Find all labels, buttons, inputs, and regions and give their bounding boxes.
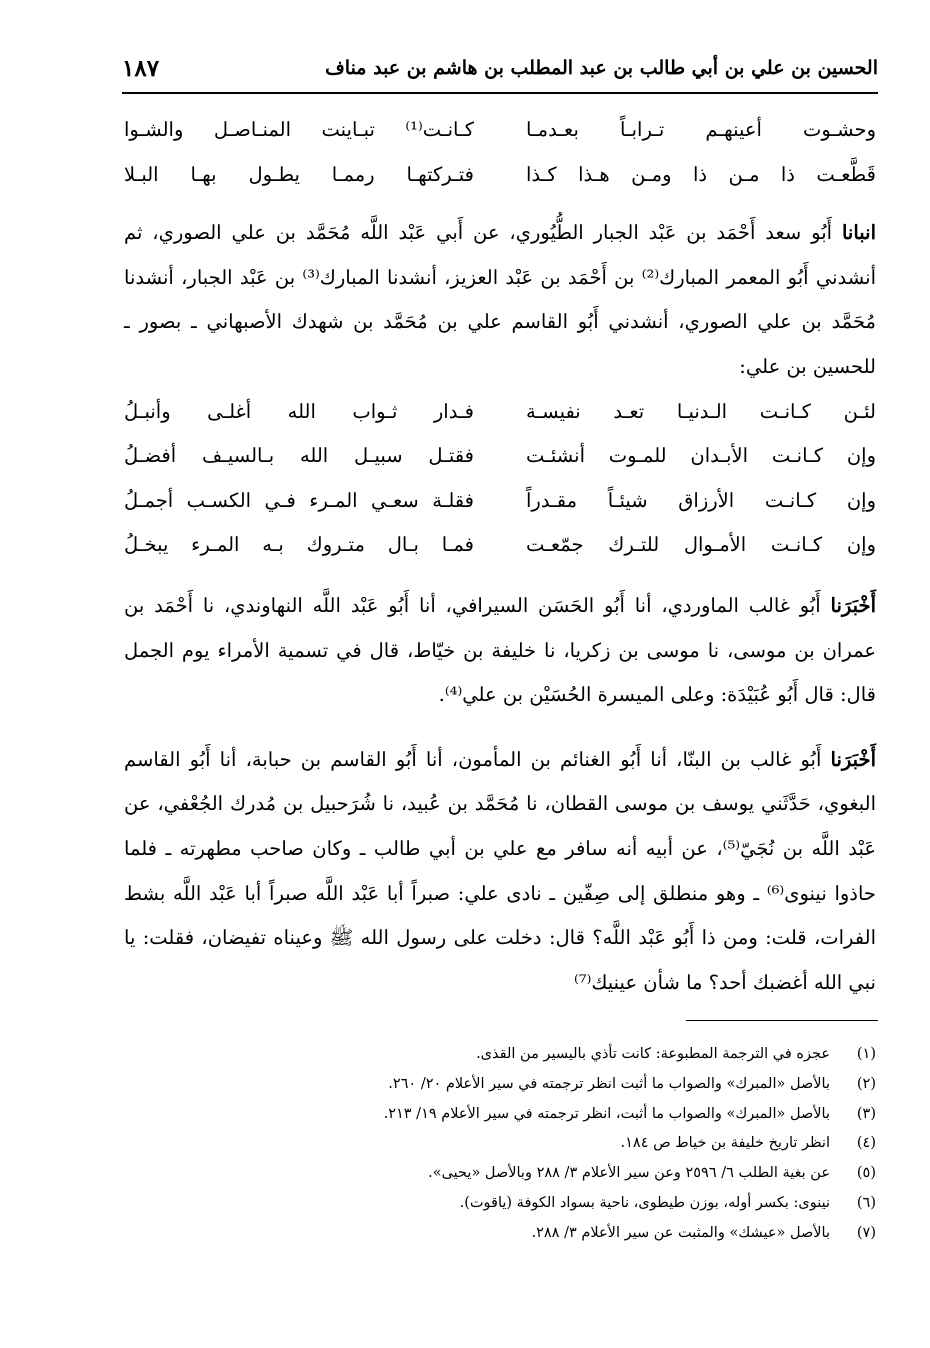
paragraph-text: أَبُو سعد أَحْمَد بن عَبْد الجبار الطُّيُوري، عن أَبي عَبْد اللَّه مُحَمَّد بن علي الصوري، ثم أنشدني أَبُو المعمر المبارك⁽²⁾ بن أَحْمَد بن عَبْد العزيز، أنشدنا المبارك⁽³⁾ بن عَبْد الجبار، أنشدنا مُحَمَّد بن علي الصوري، أنشدني أَبُو القاسم علي بن مُحَمَّد بن شهدك الأصبهاني ـ بصور ـ للحسين بن علي: bbox=[124, 221, 876, 378]
poem-hemistich-second: فمـا بـال متـروك بـه المـرء يبخـلُ bbox=[124, 533, 474, 557]
paragraph-lead: أَخْبَرَنا bbox=[830, 747, 876, 771]
paragraph-2 bbox=[124, 584, 876, 718]
poem-2 bbox=[124, 390, 876, 568]
running-head bbox=[122, 48, 878, 88]
running-head-title: الحسين بن علي بن أبي طالب بن عبد المطلب بن هاشم بن عبد مناف bbox=[325, 57, 878, 79]
poem-line bbox=[124, 434, 876, 479]
footnote bbox=[124, 1159, 876, 1189]
footnote-text: انظر تاريخ خليفة بن خياط ص ١٨٤. bbox=[620, 1135, 830, 1152]
footnote-number: (٢) bbox=[856, 1075, 876, 1092]
footnotes bbox=[124, 1040, 876, 1249]
footnote bbox=[124, 1070, 876, 1100]
footnote-number: (٣) bbox=[856, 1105, 876, 1122]
poem-1 bbox=[124, 108, 876, 197]
footnote-text: عن بغية الطلب ٦/ ٢٥٩٦ وعن سير الأعلام ٣/ ٢٨٨ وبالأصل «يحيى». bbox=[428, 1165, 830, 1182]
poem-hemistich-first: لئـن كـانـت الـدنيـا تعـد نفيسـة bbox=[526, 399, 876, 423]
poem-line bbox=[124, 523, 876, 568]
footnote-number: (٤) bbox=[856, 1135, 876, 1152]
header-rule bbox=[122, 92, 878, 94]
poem-line bbox=[124, 153, 876, 198]
footnote bbox=[124, 1129, 876, 1159]
footnote-number: (٦) bbox=[856, 1194, 876, 1211]
footnote-number: (١) bbox=[856, 1046, 876, 1062]
paragraph-lead: انبانا bbox=[841, 221, 876, 245]
footnote-rule bbox=[686, 1020, 878, 1021]
poem-hemistich-first: وإن كـانـت الأبـدان للمـوت أنشئـت bbox=[526, 444, 876, 468]
footnote-text: بالأصل «المبرك» والصواب ما أثبت، انظر ترجمته في سير الأعلام ١٩/ ٢١٣. bbox=[383, 1105, 830, 1122]
poem-hemistich-second: فـدار ثـواب الله أغلـى وأنبـلُ bbox=[124, 399, 474, 423]
footnote-number: (٥) bbox=[856, 1165, 876, 1182]
footnote-number: (٧) bbox=[856, 1224, 876, 1241]
footnote-text: عجزه في الترجمة المطبوعة: كانت تأذي باليسير من القذى. bbox=[476, 1046, 830, 1062]
poem-hemistich-second: فقتـل سبيـل الله بـالسيـف أفضـلُ bbox=[124, 444, 474, 468]
poem-hemistich-second: كـانـت⁽¹⁾ تبـاينت المنـاصـل والشـوا bbox=[124, 118, 474, 141]
footnote bbox=[124, 1100, 876, 1130]
poem-hemistich-first: وإن كـانـت الأمـوال للتـرك جمّعـت bbox=[526, 533, 876, 557]
paragraph-1 bbox=[124, 211, 876, 389]
poem-line bbox=[124, 390, 876, 435]
poem-hemistich-first: وحشـوت أعينهـم تـرابـاً بعـدمـا bbox=[526, 118, 876, 141]
poem-line bbox=[124, 479, 876, 524]
main-text bbox=[124, 108, 876, 1005]
footnote-text: بالأصل «المبرك» والصواب ما أثبت انظر ترجمته في سير الأعلام ٢٠/ ٢٦٠. bbox=[388, 1075, 830, 1092]
paragraph-3 bbox=[124, 738, 876, 1006]
footnote-text: بالأصل «عيشك» والمثبت عن سير الأعلام ٣/ ٢٨٨. bbox=[531, 1224, 830, 1241]
poem-hemistich-second: فقلـة سعـي المـرء فـي الكسـب أجمـلُ bbox=[124, 488, 474, 512]
poem-hemistich-second: فتـركتهـا رممـا يطـول بهـا البـلا bbox=[124, 162, 474, 186]
poem-line bbox=[124, 108, 876, 153]
footnote bbox=[124, 1189, 876, 1219]
paragraph-text: أَبُو غالب الماوردي، أنا أَبُو الحَسَن السيرافي، أنا أَبُو عَبْد اللَّه النهاوندي، نا أَحْمَد بن عمران بن موسى، نا موسى بن زكريا، نا خليفة بن خيّاط، قال في تسمية الأمراء يوم الجمل قال: قال أَبُو عُبَيْدَة: وعلى الميسرة الحُسَيْن بن علي⁽⁴⁾. bbox=[124, 593, 876, 707]
poem-hemistich-first: وإن كـانـت الأرزاق شيئـاً مقـدراً bbox=[526, 488, 876, 512]
footnote bbox=[124, 1040, 876, 1070]
paragraph-lead: أَخْبَرَنا bbox=[830, 593, 876, 617]
footnote-text: نينوى: بكسر أوله، بوزن طيطوى، ناحية بسواد الكوفة (ياقوت). bbox=[459, 1194, 830, 1211]
poem-hemistich-first: قَطَّعـت ذا مـن ذا ومـن هـذا كـذا bbox=[526, 162, 876, 186]
footnote bbox=[124, 1219, 876, 1249]
page-number: ١٨٧ bbox=[122, 54, 160, 82]
paragraph-text: أَبُو غالب بن البنّا، أنا أَبُو الغنائم بن المأمون، أنا أَبُو القاسم بن حبابة، أنا أَبُو القاسم البغوي، حَدَّثَني يوسف بن موسى القطان، نا مُحَمَّد بن عُبيد، نا شُرَحبيل بن مُدرك الجُعْفي، عن عَبْد اللَّه بن نُجَيّ⁽⁵⁾، عن أبيه أنه سافر مع علي بن أبي طالب ـ وكان صاحب مطهرته ـ فلما حاذوا نينوى⁽⁶⁾ ـ وهو منطلق إلى صِفّين ـ نادى علي: صبراً أبا عَبْد اللَّه صبراً أبا عَبْد اللَّه بشط الفرات، قلت: ومن ذا أَبُو عَبْد اللَّه؟ قال: دخلت على رسول الله ﷺ وعيناه تفيضان، فقلت: يا نبي الله أغضبك أحد؟ ما شأن عينيك⁽⁷⁾ bbox=[124, 747, 876, 994]
